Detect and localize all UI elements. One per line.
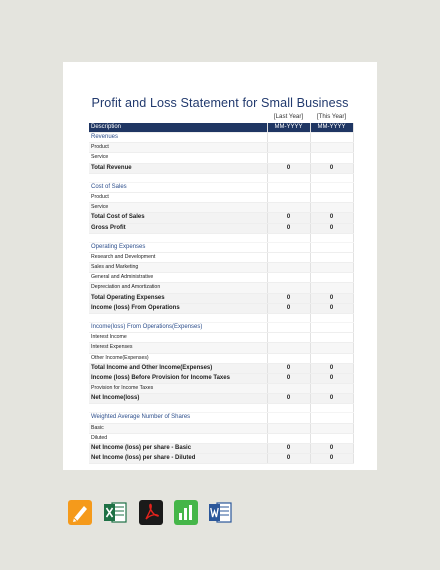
spacer-row (89, 313, 353, 322)
row-label: Revenues (89, 133, 267, 143)
last-year-value[interactable]: 0 (267, 223, 310, 233)
spacer-row (89, 173, 353, 182)
total-row (89, 443, 353, 453)
table-row (89, 193, 353, 203)
this-year-value[interactable]: 0 (310, 443, 353, 453)
section-header-row (89, 182, 353, 192)
last-year-label: [Last Year] (273, 113, 304, 120)
this-year-value[interactable]: 0 (310, 303, 353, 313)
this-year-value[interactable] (310, 313, 353, 322)
spacer-row (89, 233, 353, 242)
this-year-value[interactable] (310, 173, 353, 182)
last-year-value[interactable]: 0 (267, 303, 310, 313)
row-label: Operating Expenses (89, 242, 267, 252)
this-year-value[interactable] (310, 343, 353, 353)
document-title: Profit and Loss Statement for Small Business (91, 96, 349, 110)
section-header-row (89, 242, 353, 252)
last-year-value[interactable] (267, 242, 310, 252)
this-year-value[interactable] (310, 283, 353, 293)
total-row (89, 213, 353, 223)
total-row (89, 454, 353, 464)
pl-table (89, 123, 354, 464)
last-year-value[interactable] (267, 283, 310, 293)
this-year-value[interactable] (310, 182, 353, 192)
this-year-value[interactable]: 0 (310, 223, 353, 233)
last-year-value[interactable]: 0 (267, 213, 310, 223)
this-year-value[interactable] (310, 233, 353, 242)
pages-app-icon[interactable] (68, 500, 92, 525)
this-year-value[interactable] (310, 203, 353, 213)
this-year-value[interactable] (310, 143, 353, 153)
row-label: Gross Profit (89, 223, 267, 233)
last-year-value[interactable] (267, 182, 310, 192)
total-row (89, 363, 353, 373)
table-row (89, 283, 353, 293)
pdf-app-icon[interactable] (139, 500, 163, 525)
this-year-value[interactable] (310, 353, 353, 363)
total-row (89, 163, 353, 173)
last-year-value[interactable] (267, 203, 310, 213)
total-row (89, 394, 353, 404)
row-label: Income (loss) From Operations (89, 303, 267, 313)
this-year-value[interactable]: 0 (310, 293, 353, 303)
table-row (89, 253, 353, 263)
section-header-row (89, 133, 353, 143)
row-label: Product (89, 143, 267, 153)
table-row (89, 333, 353, 343)
row-label: Total Revenue (89, 163, 267, 173)
table-row (89, 273, 353, 283)
row-label: Net Income (loss) per share - Basic (89, 443, 267, 453)
last-year-value[interactable]: 0 (267, 293, 310, 303)
row-label: Interest Income (89, 333, 267, 343)
row-label: Income(loss) From Operations(Expenses) (89, 323, 267, 333)
header-last-year: MM-YYYY (267, 123, 310, 133)
table-row (89, 384, 353, 394)
last-year-value[interactable] (267, 423, 310, 433)
last-year-value[interactable]: 0 (267, 443, 310, 453)
row-label: Income (loss) Before Provision for Income Taxes (89, 373, 267, 383)
this-year-value[interactable] (310, 404, 353, 413)
this-year-value[interactable] (310, 323, 353, 333)
row-label: Total Income and Other Income(Expenses) (89, 363, 267, 373)
last-year-value[interactable]: 0 (267, 454, 310, 464)
row-label: Total Cost of Sales (89, 213, 267, 223)
last-year-value[interactable]: 0 (267, 394, 310, 404)
total-row (89, 223, 353, 233)
row-label: Cost of Sales (89, 182, 267, 192)
row-label: Basic (89, 423, 267, 433)
numbers-app-icon[interactable] (174, 500, 198, 525)
row-label: Net Income(loss) (89, 394, 267, 404)
last-year-value[interactable] (267, 133, 310, 143)
spacer-row (89, 404, 353, 413)
last-year-value[interactable]: 0 (267, 363, 310, 373)
this-year-value[interactable] (310, 153, 353, 163)
this-year-value[interactable]: 0 (310, 394, 353, 404)
row-label: Other Income(Expenses) (89, 353, 267, 363)
this-year-value[interactable] (310, 423, 353, 433)
this-year-value[interactable]: 0 (310, 373, 353, 383)
last-year-value[interactable] (267, 153, 310, 163)
table-row (89, 203, 353, 213)
total-row (89, 303, 353, 313)
table-row (89, 433, 353, 443)
this-year-value[interactable] (310, 333, 353, 343)
last-year-value[interactable] (267, 404, 310, 413)
row-label: Service (89, 203, 267, 213)
this-year-value[interactable]: 0 (310, 163, 353, 173)
row-label: Provision for Income Taxes (89, 384, 267, 394)
this-year-value[interactable] (310, 133, 353, 143)
this-year-value[interactable]: 0 (310, 454, 353, 464)
row-label: Service (89, 153, 267, 163)
row-label: Sales and Marketing (89, 263, 267, 273)
last-year-value[interactable] (267, 333, 310, 343)
this-year-value[interactable] (310, 273, 353, 283)
word-app-icon[interactable] (208, 500, 232, 525)
last-year-value[interactable] (267, 143, 310, 153)
row-label (89, 313, 267, 322)
section-header-row (89, 413, 353, 423)
this-year-value[interactable] (310, 242, 353, 252)
row-label: Diluted (89, 433, 267, 443)
table-row (89, 353, 353, 363)
last-year-value[interactable] (267, 233, 310, 242)
this-year-value[interactable] (310, 263, 353, 273)
row-label: Weighted Average Number of Shares (89, 413, 267, 423)
year-labels (267, 113, 353, 122)
this-year-value[interactable] (310, 193, 353, 203)
last-year-value[interactable] (267, 173, 310, 182)
row-label: Interest Expenses (89, 343, 267, 353)
last-year-value[interactable] (267, 313, 310, 322)
section-header-row (89, 323, 353, 333)
last-year-value[interactable] (267, 323, 310, 333)
last-year-value[interactable] (267, 384, 310, 394)
row-label (89, 233, 267, 242)
this-year-value[interactable] (310, 384, 353, 394)
last-year-value[interactable]: 0 (267, 373, 310, 383)
table-row (89, 263, 353, 273)
table-header-row (89, 123, 353, 133)
row-label: Total Operating Expenses (89, 293, 267, 303)
last-year-value[interactable]: 0 (267, 163, 310, 173)
table-row (89, 343, 353, 353)
header-this-year: MM-YYYY (310, 123, 353, 133)
this-year-value[interactable] (310, 433, 353, 443)
header-description: Description (89, 123, 267, 133)
row-label: Net Income (loss) per share - Diluted (89, 454, 267, 464)
last-year-value[interactable] (267, 193, 310, 203)
excel-app-icon[interactable] (103, 500, 127, 525)
row-label: General and Administrative (89, 273, 267, 283)
last-year-value[interactable] (267, 263, 310, 273)
last-year-value[interactable] (267, 253, 310, 263)
table-row (89, 423, 353, 433)
this-year-value[interactable] (310, 253, 353, 263)
row-label: Depreciation and Amortization (89, 283, 267, 293)
this-year-label: [This Year] (316, 113, 347, 120)
document-page (63, 62, 377, 470)
row-label: Product (89, 193, 267, 203)
row-label (89, 404, 267, 413)
row-label: Research and Development (89, 253, 267, 263)
this-year-value[interactable] (310, 413, 353, 423)
total-row (89, 373, 353, 383)
this-year-value[interactable]: 0 (310, 363, 353, 373)
this-year-value[interactable]: 0 (310, 213, 353, 223)
last-year-value[interactable] (267, 433, 310, 443)
last-year-value[interactable] (267, 413, 310, 423)
table-row (89, 153, 353, 163)
last-year-value[interactable] (267, 343, 310, 353)
last-year-value[interactable] (267, 273, 310, 283)
last-year-value[interactable] (267, 353, 310, 363)
row-label (89, 173, 267, 182)
table-row (89, 143, 353, 153)
total-row (89, 293, 353, 303)
